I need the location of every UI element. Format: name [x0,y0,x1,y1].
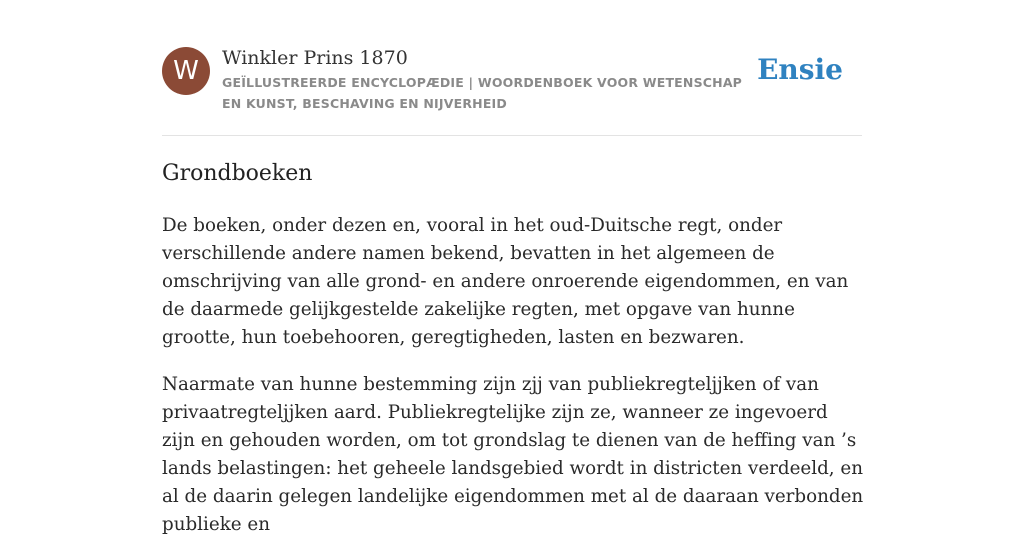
entry-title: Grondboeken [162,161,313,186]
entry-paragraph: Naarmate van hunne bestemming zijn zjj van publiekregteljjken of van privaatregteljjken aard. Publiekregtelijke zijn ze, wanneer ze ingevoerd zijn en gehouden worden, om tot grondslag te dienen van de heffing van ’s lands belastingen: het geheele landsgebied wordt in districten verdeeld, en al de daarin gelegen landelijke eigendommen met al de daaraan verbonden publieke en [162,374,864,535]
header-divider [162,135,862,136]
source-subtitle: GEÏLLUSTREERDE ENCYCLOPÆDIE | WOORDENBOEK VOOR WETENSCHAP EN KUNST, BESCHAVING EN NIJVERHEID [222,75,743,111]
source-title-link[interactable]: Winkler Prins 1870 [222,47,408,69]
source-header [162,46,862,116]
entry-body [162,212,866,558]
entry-paragraph: De boeken, onder dezen en, vooral in het oud-Duitsche regt, onder verschillende andere namen bekend, bevatten in het algemeen de omschrijving van alle grond- en andere onroerende eigendommen, en van de daarmede gelijkgestelde zakelijke regten, met opgave van hunne grootte, hun toebehooren, geregtigheden, lasten en bezwaren. [162,215,849,348]
ensie-logo-link[interactable]: Ensie [757,53,843,86]
source-avatar[interactable]: W [162,47,210,95]
